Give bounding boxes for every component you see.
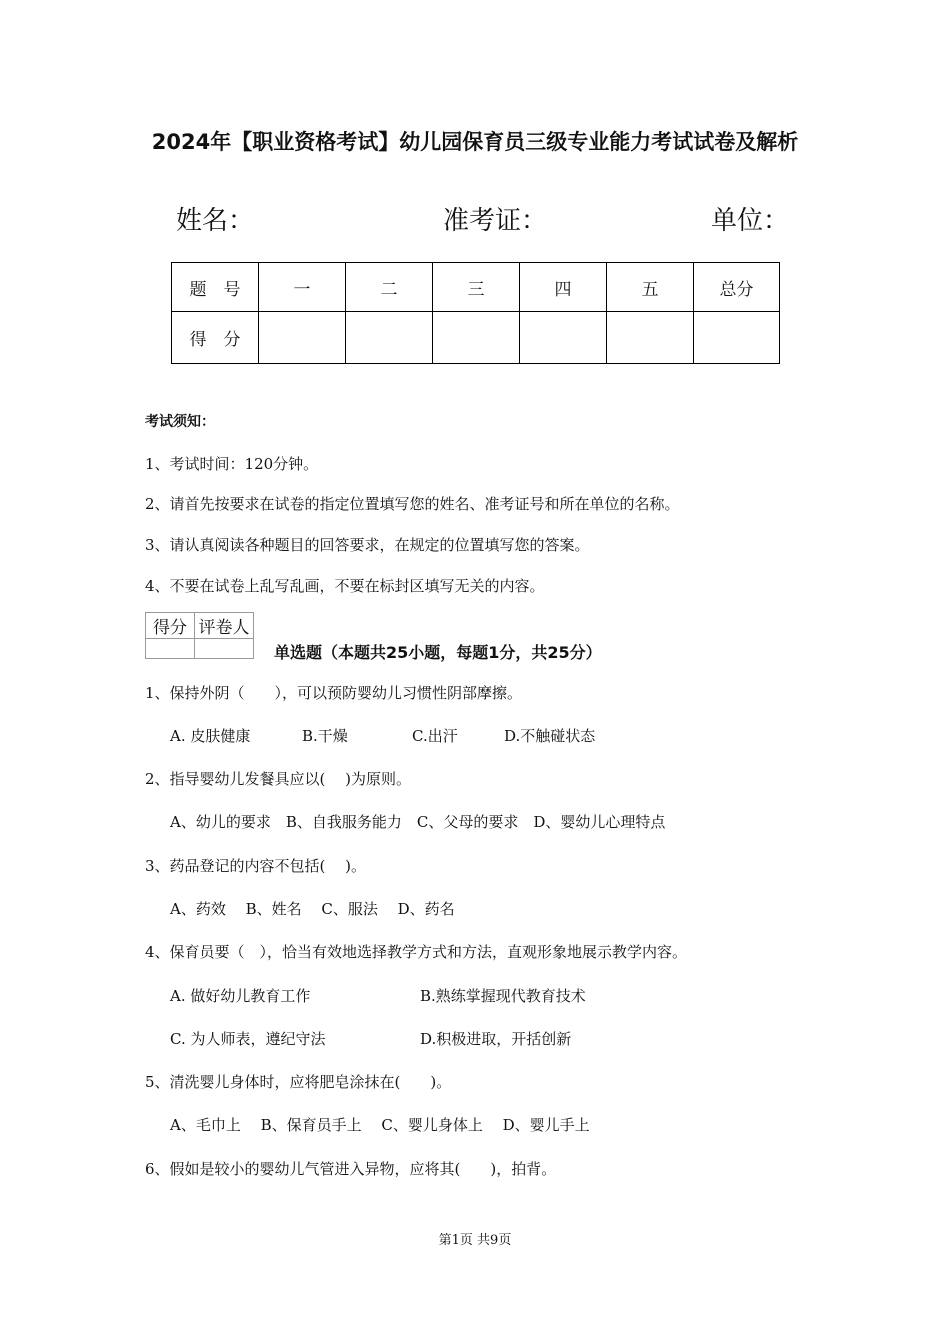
option-c: C. 为人师表，遵纪守法 xyxy=(170,1030,326,1048)
grader-name-cell xyxy=(195,639,254,659)
score-cell-empty xyxy=(520,312,607,364)
question-5: 5、清洗婴儿身体时，应将肥皂涂抹在( )。 xyxy=(145,1073,452,1091)
options-line: A、幼儿的要求 B、自我服务能力 C、父母的要求 D、婴幼儿心理特点 xyxy=(170,813,666,831)
grader-box xyxy=(145,612,254,659)
score-table xyxy=(171,262,780,364)
name-field-label: 姓名： xyxy=(176,206,255,236)
notice-heading: 考试须知： xyxy=(145,414,215,430)
score-cell-empty xyxy=(433,312,520,364)
options-line: A、毛巾上 B、保育员手上 C、婴儿身体上 D、婴儿手上 xyxy=(170,1116,590,1134)
unit-field-label: 单位： xyxy=(711,206,790,236)
options-line: A、药效 B、姓名 C、服法 D、药名 xyxy=(170,900,455,918)
score-cell-header: 三 xyxy=(433,263,520,312)
option-a: A. 做好幼儿教育工作 xyxy=(170,987,311,1005)
option-b: B.熟练掌握现代教育技术 xyxy=(420,987,586,1005)
page-title: 2024年【职业资格考试】幼儿园保育员三级专业能力考试试卷及解析 xyxy=(151,130,799,154)
question-2: 2、指导婴幼儿发餐具应以( )为原则。 xyxy=(145,770,412,788)
page-footer: 第1页 共9页 xyxy=(438,1233,512,1248)
option-c: C.出汗 xyxy=(412,727,458,745)
score-cell-empty xyxy=(607,312,694,364)
question-6: 6、假如是较小的婴幼儿气管进入异物，应将其( )，拍背。 xyxy=(145,1160,557,1178)
question-4: 4、保育员要（ ），恰当有效地选择教学方式和方法，直观形象地展示教学内容。 xyxy=(145,943,688,961)
score-cell-empty xyxy=(346,312,433,364)
score-table-score-row xyxy=(172,312,780,364)
grader-score-cell xyxy=(146,639,195,659)
notice-item: 4、不要在试卷上乱写乱画，不要在标封区填写无关的内容。 xyxy=(145,577,545,595)
notice-item: 2、请首先按要求在试卷的指定位置填写您的姓名、准考证号和所在单位的名称。 xyxy=(145,495,680,513)
score-cell-empty xyxy=(694,312,780,364)
score-cell-empty xyxy=(259,312,346,364)
option-d: D.不触碰状态 xyxy=(504,727,596,745)
score-cell-label: 得 分 xyxy=(172,312,259,364)
score-cell-label: 题 号 xyxy=(172,263,259,312)
section-title: 单选题（本题共25小题，每题1分，共25分） xyxy=(274,643,602,662)
score-cell-header: 四 xyxy=(520,263,607,312)
exam-id-field-label: 准考证： xyxy=(443,206,548,236)
notice-item: 1、考试时间：120分钟。 xyxy=(145,455,319,473)
score-cell-header: 五 xyxy=(607,263,694,312)
option-b: B.干燥 xyxy=(302,727,348,745)
score-cell-header: 一 xyxy=(259,263,346,312)
score-table-header-row xyxy=(172,263,780,312)
grader-name-label: 评卷人 xyxy=(195,613,254,639)
score-cell-header: 总分 xyxy=(694,263,780,312)
option-d: D.积极进取，开括创新 xyxy=(420,1030,572,1048)
score-cell-header: 二 xyxy=(346,263,433,312)
notice-item: 3、请认真阅读各种题目的回答要求，在规定的位置填写您的答案。 xyxy=(145,536,590,554)
question-3: 3、药品登记的内容不包括( )。 xyxy=(145,857,367,875)
option-a: A. 皮肤健康 xyxy=(170,727,251,745)
question-1: 1、保持外阴（ ），可以预防婴幼儿习惯性阴部摩擦。 xyxy=(145,684,523,702)
grader-score-label: 得分 xyxy=(146,613,195,639)
